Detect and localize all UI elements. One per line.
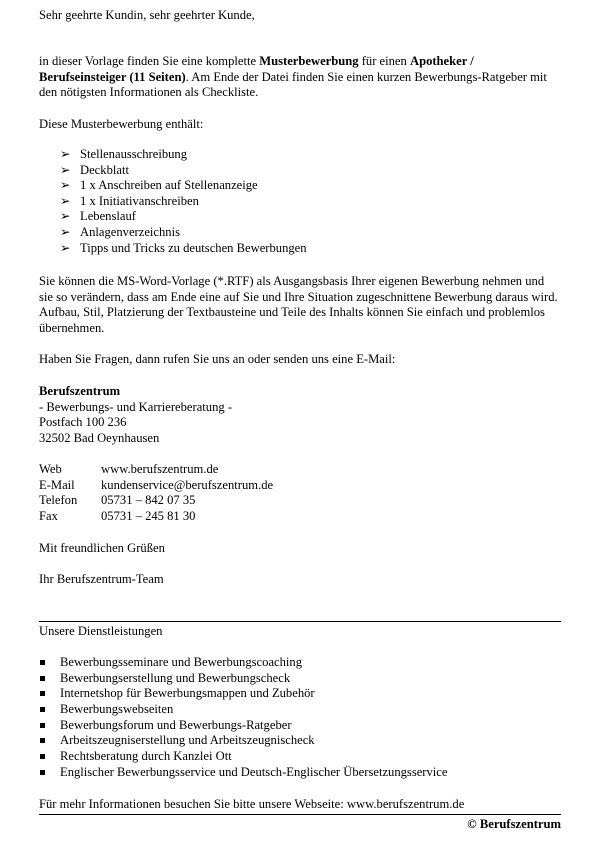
list-item <box>39 671 561 687</box>
arrow-bullet-icon: ➢ <box>60 193 71 208</box>
contact-row-email <box>39 478 561 494</box>
square-bullet-icon <box>40 770 45 775</box>
square-bullet-icon <box>40 707 45 712</box>
square-bullet-icon <box>40 754 45 759</box>
greeting: Sehr geehrte Kundin, sehr geehrter Kunde, <box>39 8 255 22</box>
contents-list <box>39 147 561 256</box>
list-item <box>39 241 561 257</box>
intro-text-2: für einen <box>358 54 410 68</box>
email-label: E-Mail <box>39 477 75 492</box>
list-item-text: Bewerbungsseminare und Bewerbungscoaching <box>60 655 303 669</box>
list-item <box>39 209 561 225</box>
more-info-text: Für mehr Informationen besuchen Sie bitte unsere Webseite: www.berufszentrum.de <box>39 797 465 811</box>
closing: Mit freundlichen Grüßen <box>39 541 165 555</box>
square-bullet-icon <box>40 738 45 743</box>
list-item-text: Anlagenverzeichnis <box>80 224 181 239</box>
questions-text: Haben Sie Fragen, dann rufen Sie uns an oder senden uns eine E-Mail: <box>39 352 396 366</box>
arrow-bullet-icon: ➢ <box>60 240 71 255</box>
list-item-text: 1 x Initiativanschreiben <box>80 193 199 208</box>
contents-heading: Diese Musterbewerbung enthält: <box>39 117 204 131</box>
list-item <box>39 147 561 163</box>
list-item <box>39 686 561 702</box>
arrow-bullet-icon: ➢ <box>60 147 71 161</box>
intro-bold-1: Musterbewerbung <box>259 54 359 68</box>
phone-value: 05731 – 842 07 35 <box>101 493 196 508</box>
copyright: © Berufszentrum <box>467 817 561 831</box>
intro-bold-2: Apotheker / Berufseinsteiger (11 Seiten) <box>39 54 474 84</box>
list-item-text: Rechtsberatung durch Kanzlei Ott <box>60 749 232 764</box>
intro-paragraph <box>39 54 561 101</box>
list-item-text: 1 x Anschreiben auf Stellenanzeige <box>80 178 258 193</box>
list-item <box>39 163 561 179</box>
arrow-bullet-icon: ➢ <box>60 178 71 193</box>
list-item <box>39 194 561 210</box>
list-item-text: Deckblatt <box>80 162 129 177</box>
usage-paragraph: Sie können die MS-Word-Vorlage (*.RTF) als Ausgangsbasis Ihrer eigenen Bewerbung nehmen und sie so verändern, dass am Ende eine auf Sie und Ihre Situation zugeschnittene Bewerbung daraus wird. Aufbau, Stil, Platzierung der Textbausteine und Teile des Inhalts können Sie einfach und problemlos übernehmen. <box>39 274 558 335</box>
square-bullet-icon <box>40 691 45 696</box>
square-bullet-icon <box>40 676 45 681</box>
city: 32502 Bad Oeynhausen <box>39 430 160 445</box>
web-value[interactable]: www.berufszentrum.de <box>101 462 219 476</box>
list-item-text: Tipps und Tricks zu deutschen Bewerbungen <box>80 240 307 255</box>
company-tagline: - Bewerbungs- und Karriereberatung - <box>39 399 233 414</box>
contact-row-web <box>39 462 561 478</box>
phone-label: Telefon <box>39 493 78 508</box>
fax-value: 05731 – 245 81 30 <box>101 509 196 524</box>
list-item-text: Bewerbungserstellung und Bewerbungscheck <box>60 670 291 685</box>
intro-text-3: . Am Ende der Datei finden Sie einen kurzen Bewerbungs-Ratgeber mit den nötigsten Informationen als Checkliste. <box>39 69 547 99</box>
list-item-text: Stellenausschreibung <box>80 147 188 161</box>
list-item <box>39 655 561 671</box>
list-item-text: Arbeitszeugniserstellung und Arbeitszeugnischeck <box>60 733 315 748</box>
postbox: Postfach 100 236 <box>39 415 127 429</box>
address-block <box>39 384 561 446</box>
list-item-text: Lebenslauf <box>80 209 136 224</box>
contact-block <box>39 462 561 525</box>
list-item-text: Internetshop für Bewerbungsmappen und Zubehör <box>60 686 315 701</box>
intro-text-1: in dieser Vorlage finden Sie eine komplette <box>39 54 260 68</box>
company-name <box>39 384 561 400</box>
list-item <box>39 733 561 749</box>
web-label: Web <box>39 462 62 476</box>
services-list <box>39 655 561 781</box>
signature: Ihr Berufszentrum-Team <box>39 572 164 586</box>
company-name-text: Berufszentrum <box>39 384 121 398</box>
email-value[interactable]: kundenservice@berufszentrum.de <box>101 477 274 492</box>
divider-top <box>39 621 561 622</box>
divider-bottom <box>39 814 561 815</box>
square-bullet-icon <box>40 660 45 665</box>
list-item-text: Bewerbungswebseiten <box>60 702 174 717</box>
fax-label: Fax <box>39 509 58 524</box>
list-item <box>39 702 561 718</box>
list-item-text: Bewerbungsforum und Bewerbungs-Ratgeber <box>60 717 292 732</box>
list-item <box>39 225 561 241</box>
square-bullet-icon <box>40 723 45 728</box>
list-item <box>39 765 561 781</box>
list-item <box>39 178 561 194</box>
contact-row-phone <box>39 493 561 509</box>
services-heading: Unsere Dienstleistungen <box>39 624 163 638</box>
arrow-bullet-icon: ➢ <box>60 224 71 239</box>
contact-row-fax <box>39 509 561 525</box>
arrow-bullet-icon: ➢ <box>60 162 71 177</box>
list-item <box>39 749 561 765</box>
list-item <box>39 718 561 734</box>
arrow-bullet-icon: ➢ <box>60 209 71 224</box>
list-item-text: Englischer Bewerbungsservice und Deutsch-Englischer Übersetzungsservice <box>60 764 448 779</box>
